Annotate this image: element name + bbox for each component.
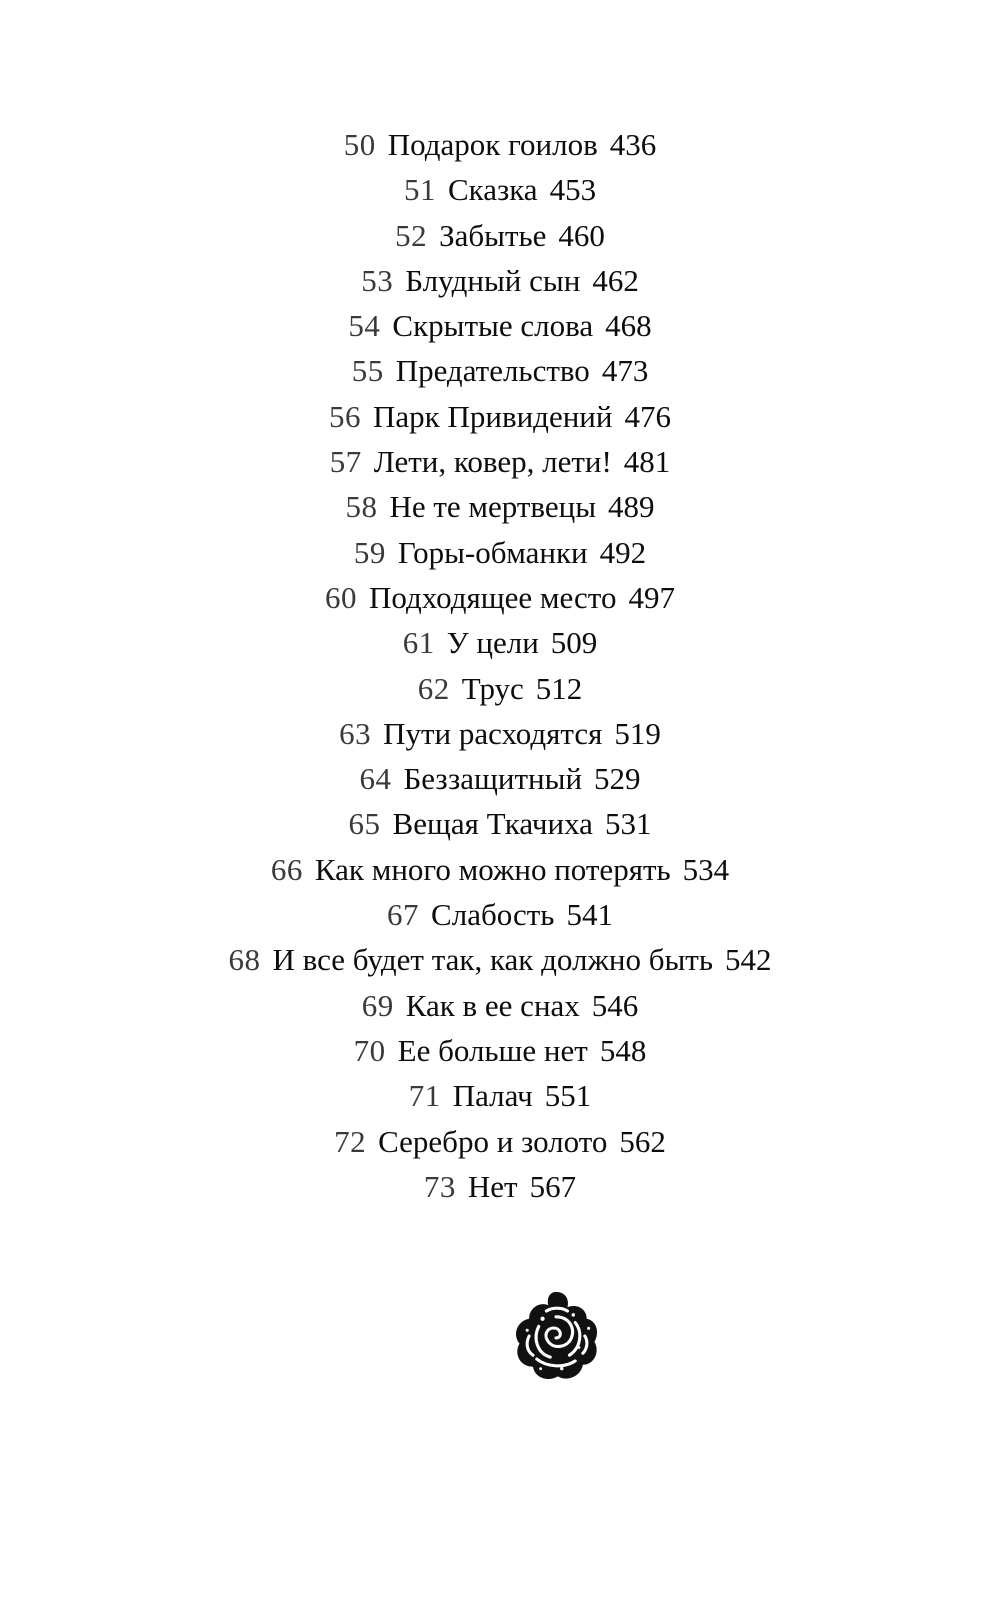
chapter-title: Парк Привидений	[373, 398, 613, 434]
page-number: 497	[628, 579, 675, 615]
page-number: 531	[604, 806, 652, 842]
page-number: 534	[682, 851, 730, 887]
chapter-number: 55	[351, 353, 384, 389]
chapter-title: Забытье	[439, 217, 547, 253]
chapter-title: Не те мертвецы	[389, 489, 597, 525]
chapter-number: 53	[361, 262, 394, 298]
chapter-number: 72	[334, 1123, 367, 1159]
chapter-title: Слабость	[431, 897, 555, 933]
toc-entry	[0, 756, 1000, 801]
page-number: 509	[550, 625, 598, 661]
page-number: 546	[591, 987, 639, 1023]
toc-entry	[0, 439, 1000, 484]
chapter-title: Как в ее снах	[405, 987, 580, 1023]
page-number: 462	[592, 262, 639, 298]
chapter-number: 70	[353, 1032, 386, 1068]
toc-entry	[0, 1028, 1000, 1073]
toc-entry	[0, 892, 1000, 937]
chapter-number: 71	[408, 1078, 441, 1114]
chapter-number: 56	[329, 398, 362, 434]
toc-entry	[0, 801, 1000, 846]
chapter-title: Беззащитный	[403, 761, 583, 797]
chapter-title: Подарок гоилов	[387, 127, 598, 162]
chapter-number: 59	[353, 534, 386, 570]
toc-entry	[0, 711, 1000, 756]
chapter-number: 69	[361, 987, 394, 1023]
toc-entry	[0, 1119, 1000, 1164]
toc-entry	[0, 484, 1000, 529]
toc-entry	[0, 258, 1000, 303]
toc-entry	[0, 394, 1000, 439]
toc-entry	[0, 122, 1000, 167]
chapter-number: 62	[417, 670, 450, 706]
toc-entry	[0, 983, 1000, 1028]
chapter-number: 61	[402, 625, 435, 661]
page-number: 519	[614, 715, 661, 751]
page-number: 476	[624, 398, 671, 434]
chapter-title: Серебро и золото	[378, 1123, 608, 1159]
chapter-title: Подходящее место	[369, 579, 617, 615]
page-number: 567	[529, 1168, 577, 1204]
chapter-title: Вещая Ткачиха	[392, 806, 593, 842]
chapter-number: 65	[348, 806, 381, 842]
page-number: 551	[544, 1078, 592, 1114]
page-number: 529	[594, 761, 641, 797]
chapter-title: И все будет так, как должно быть	[272, 942, 713, 978]
chapter-number: 68	[228, 942, 261, 978]
toc-entry	[0, 1164, 1000, 1209]
page-number: 492	[599, 534, 647, 570]
page-number: 542	[725, 942, 772, 978]
chapter-title: Трус	[461, 670, 524, 706]
page-number: 436	[609, 127, 657, 162]
page-number: 468	[605, 308, 652, 344]
chapter-title: Как много можно потерять	[314, 851, 671, 887]
chapter-title: Палач	[452, 1078, 533, 1114]
page-number: 460	[558, 217, 605, 253]
toc-entry	[0, 348, 1000, 393]
page-number: 473	[601, 353, 649, 389]
toc-entry	[0, 303, 1000, 348]
page-number: 453	[549, 172, 597, 208]
chapter-number: 52	[395, 217, 428, 253]
chapter-number: 58	[345, 489, 378, 525]
chapter-title: У цели	[446, 625, 539, 661]
rose-ornament-graphic	[508, 1288, 604, 1384]
chapter-number: 51	[403, 172, 436, 208]
chapter-title: Скрытые слова	[392, 308, 594, 344]
chapter-title: Ее больше нет	[397, 1032, 588, 1068]
toc-entry	[0, 847, 1000, 892]
chapter-title: Горы-обманки	[397, 534, 588, 570]
toc-entry	[0, 530, 1000, 575]
chapter-number: 54	[348, 308, 381, 344]
toc-entry	[0, 167, 1000, 212]
page-number: 562	[619, 1123, 666, 1159]
chapter-number: 66	[270, 851, 303, 887]
chapter-number: 60	[325, 579, 358, 615]
toc-entry	[0, 937, 1000, 982]
chapter-number: 57	[329, 444, 362, 480]
chapter-title: Пути расходятся	[383, 715, 603, 751]
table-of-contents	[0, 122, 1000, 1209]
page-number: 548	[599, 1032, 647, 1068]
toc-entry	[0, 575, 1000, 620]
chapter-number: 64	[359, 761, 392, 797]
chapter-number: 50	[343, 127, 376, 162]
toc-entry	[0, 1073, 1000, 1118]
chapter-number: 73	[423, 1168, 456, 1204]
toc-entry	[0, 620, 1000, 665]
chapter-title: Лети, ковер, лети!	[373, 444, 612, 480]
chapter-title: Нет	[467, 1168, 518, 1204]
page-number: 541	[566, 897, 613, 933]
chapter-title: Сказка	[447, 172, 538, 208]
rose-icon	[508, 1288, 604, 1384]
chapter-title: Предательство	[395, 353, 590, 389]
toc-entry	[0, 666, 1000, 711]
page-number: 512	[535, 670, 583, 706]
chapter-title: Блудный сын	[405, 262, 581, 298]
chapter-number: 63	[339, 715, 372, 751]
chapter-number: 67	[387, 897, 420, 933]
page-number: 481	[623, 444, 671, 480]
page-number: 489	[608, 489, 655, 525]
toc-entry	[0, 213, 1000, 258]
